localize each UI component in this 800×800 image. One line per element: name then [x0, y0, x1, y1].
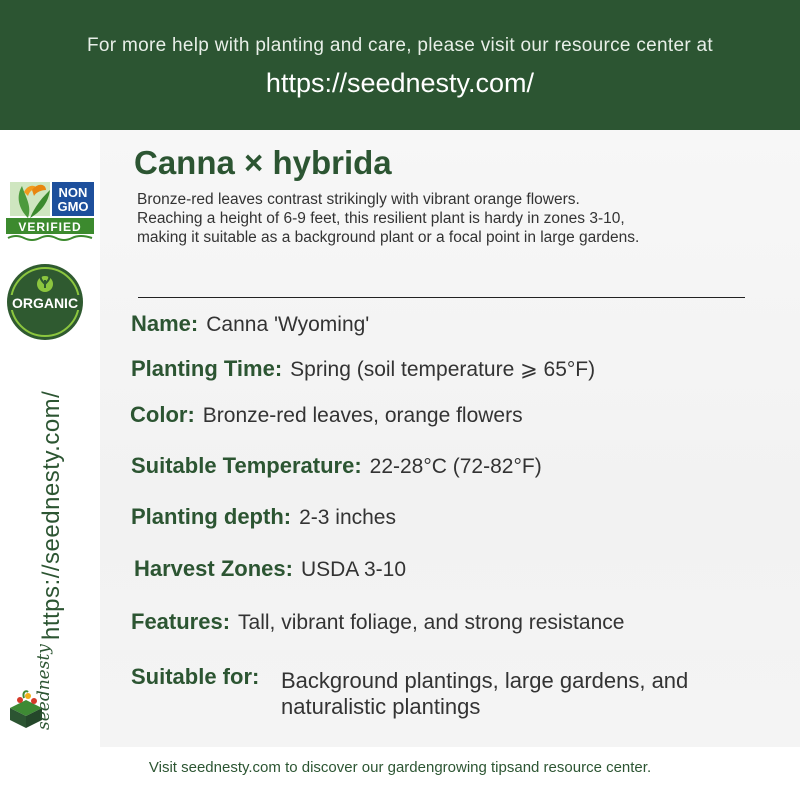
detail-row-features: Features: Tall, vibrant foliage, and strong resistance — [131, 609, 625, 634]
detail-row-planting-time: Planting Time: Spring (soil temperature ⩾ 65°F) — [131, 356, 596, 381]
detail-row-planting-depth: Planting depth: 2-3 inches — [131, 504, 396, 529]
organic-badge — [5, 262, 85, 342]
product-title: Canna × hybrida — [134, 144, 392, 181]
detail-row-suitable-temperature: Suitable Temperature: 22-28°C (72-82°F) — [131, 453, 542, 478]
footer-note: Visit seednesty.com to discover our gardengrowing tipsand resource center. — [148, 759, 652, 776]
detail-row-harvest-zones: Harvest Zones: USDA 3-10 — [134, 556, 407, 581]
vertical-url-text[interactable]: https://seednesty.com/ — [38, 390, 65, 640]
non-gmo-verified-badge — [6, 178, 94, 242]
detail-row-suitable-for: Suitable for: — [131, 664, 260, 689]
divider — [138, 297, 745, 298]
svg-text:NON: NON — [58, 185, 88, 200]
seednesty-logo — [4, 644, 74, 750]
top-banner — [0, 0, 800, 130]
detail-row-color: Color: Bronze-red leaves, orange flowers — [130, 402, 523, 427]
logo-wordmark: seednesty — [34, 644, 54, 730]
detail-row-name: Name: Canna 'Wyoming' — [131, 311, 370, 336]
suitable-for-value: Background plantings, large gardens, and naturalistic plantings — [281, 668, 689, 719]
product-description: Bronze-red leaves contrast strikingly with vibrant orange flowers. Reaching a height of 6-9 feet, this resilient plant is hardy in zones 3-10, making it suitable as a background plant or a focal point in large gardens. — [137, 191, 640, 246]
banner-url-link[interactable]: https://seednesty.com/ — [265, 68, 535, 98]
banner-text: For more help with planting and care, please visit our resource center at — [87, 35, 713, 56]
svg-text:VERIFIED: VERIFIED — [18, 220, 82, 234]
svg-text:ORGANIC: ORGANIC — [11, 295, 79, 311]
svg-text:GMO: GMO — [57, 199, 89, 214]
